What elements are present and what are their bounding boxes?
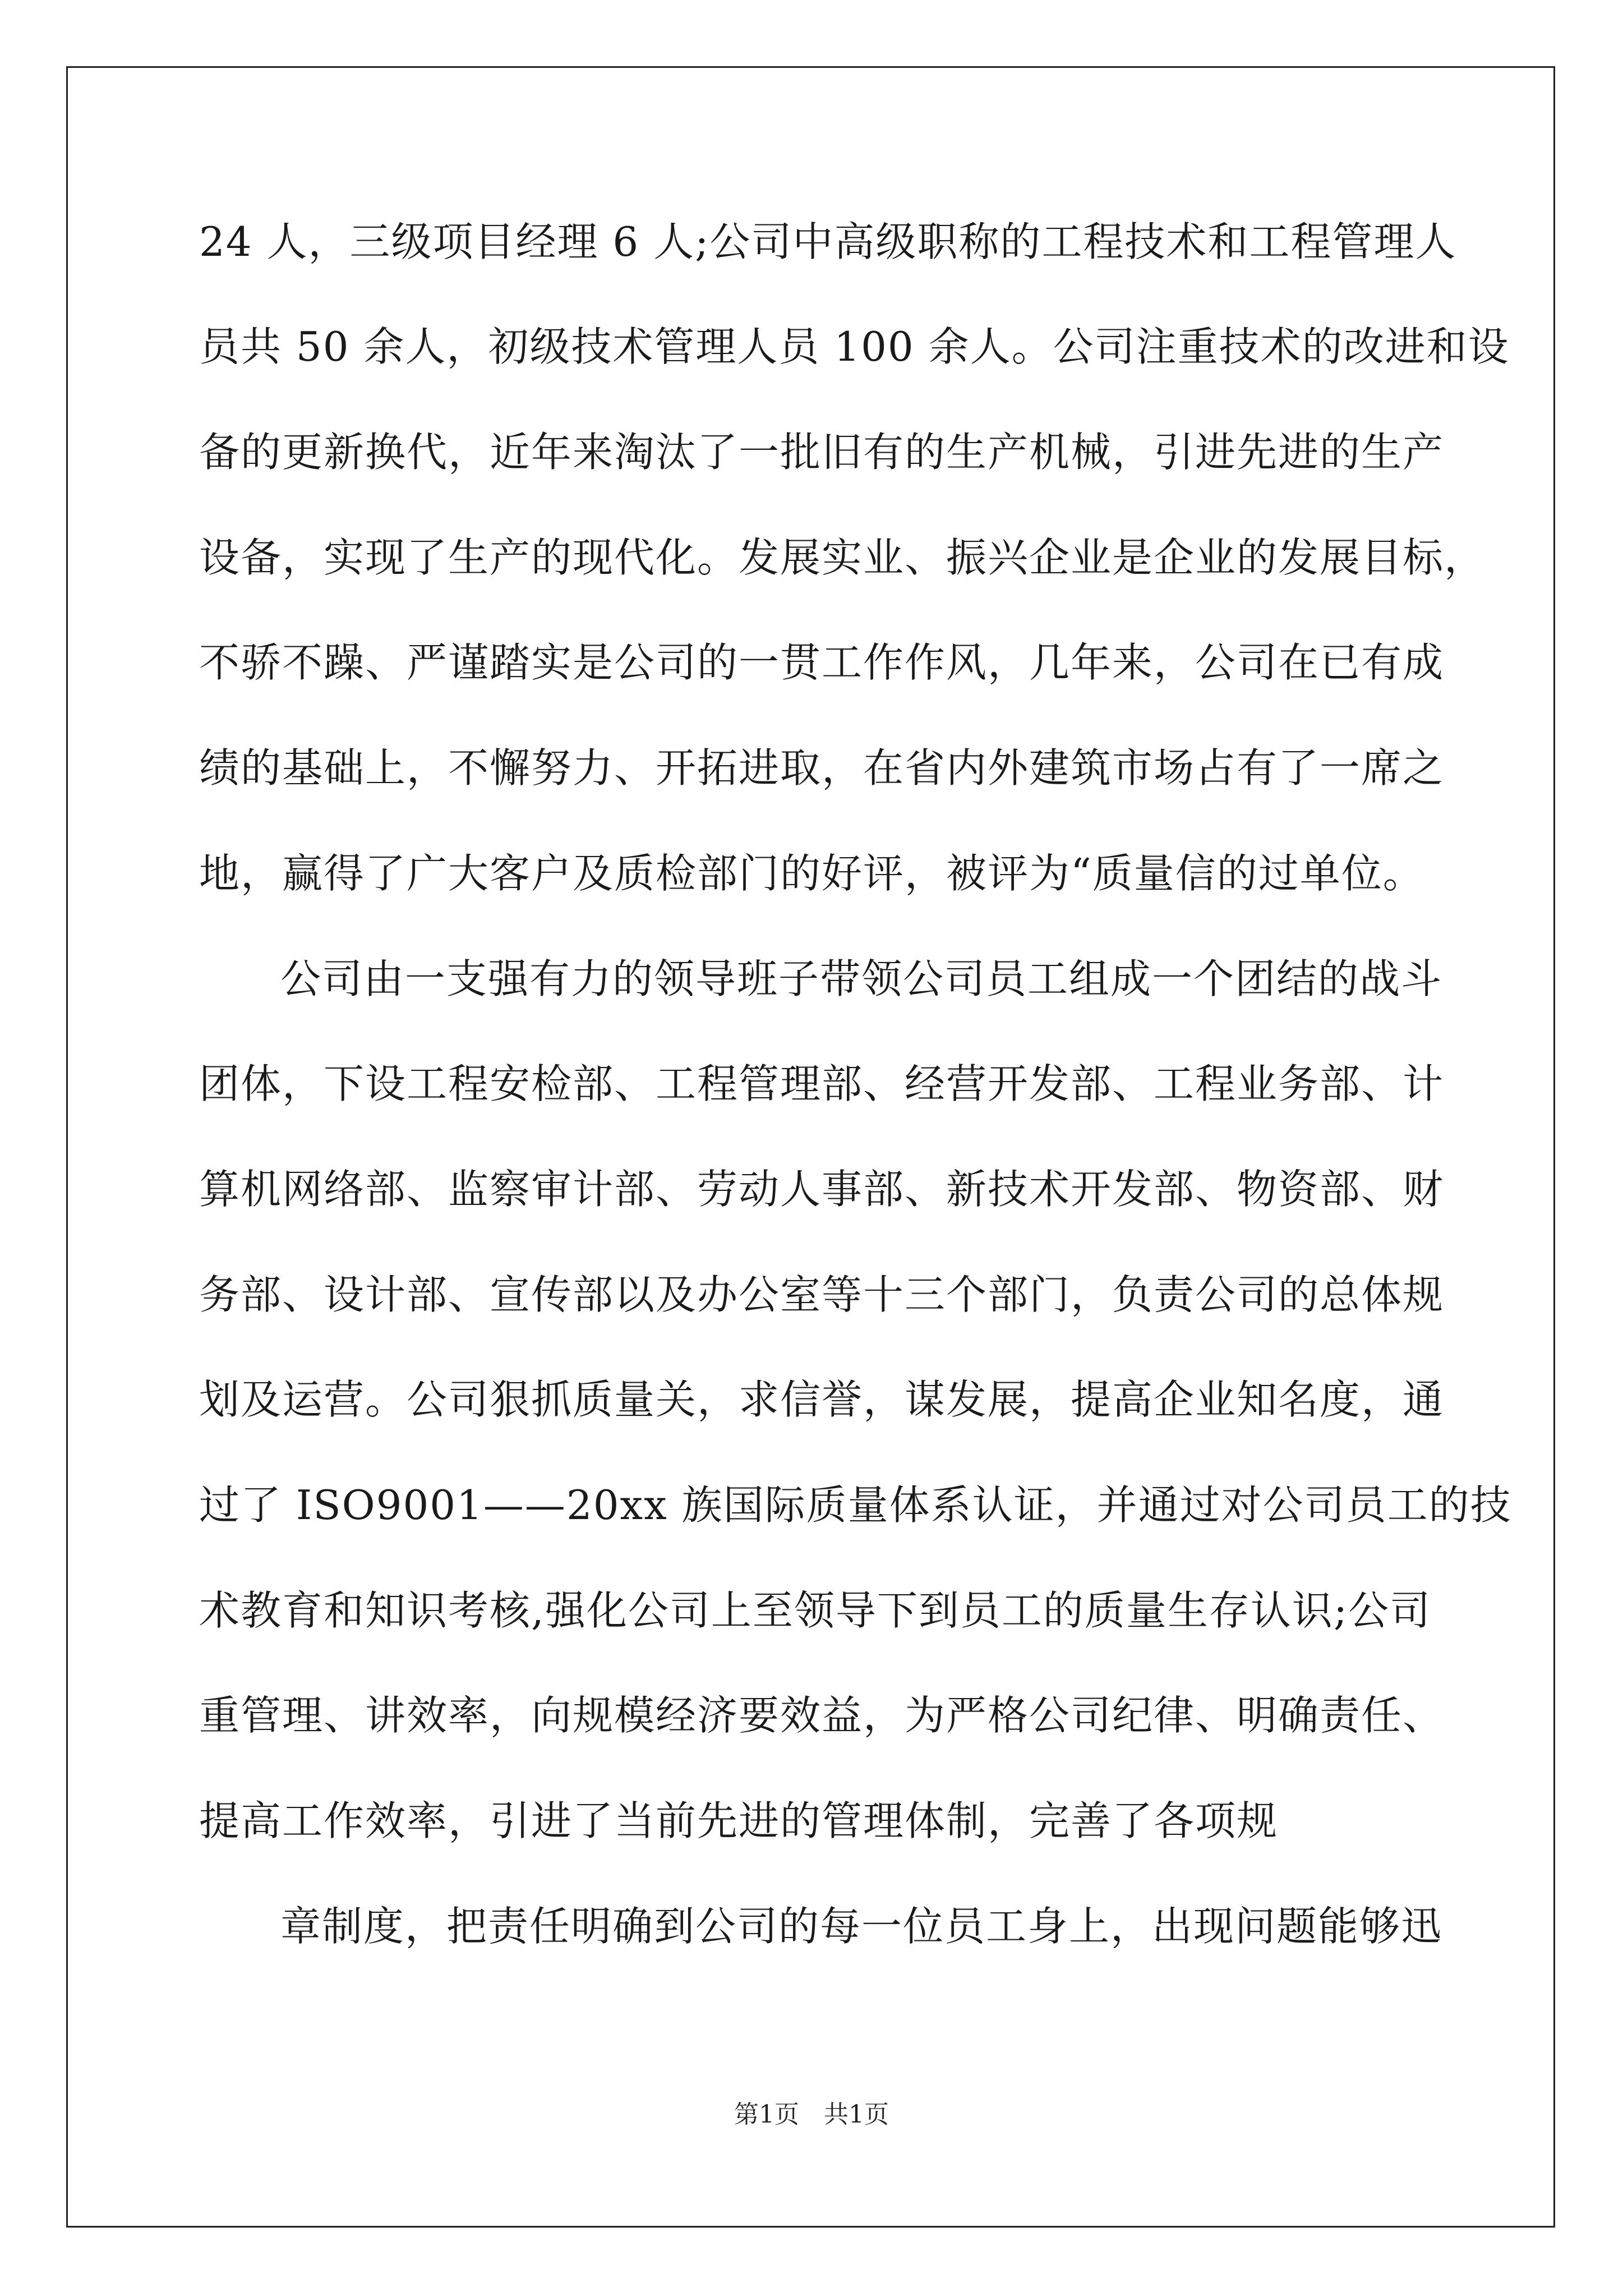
text-line: 员共 50 余人，初级技术管理人员 100 余人。公司注重技术的改进和设 <box>199 323 1510 370</box>
text-line: 24 人，三级项目经理 6 人;公司中高级职称的工程技术和工程管理人 <box>199 218 1457 265</box>
text-line: 备的更新换代，近年来淘汰了一批旧有的生产机械，引进先进的生产 <box>199 429 1445 476</box>
page-footer: 第1页 共1页 <box>734 2100 889 2129</box>
text-line: 术教育和知识考核,强化公司上至领导下到员工的质量生存认识;公司 <box>199 1587 1432 1634</box>
text-line: 过了 ISO9001——20xx 族国际质量体系认证，并通过对公司员工的技 <box>199 1481 1512 1529</box>
text-line: 不骄不躁、严谨踏实是公司的一贯工作作风，几年来，公司在已有成 <box>199 639 1445 686</box>
paragraph-start-line: 公司由一支强有力的领导班子带领公司员工组成一个团结的战斗 <box>280 955 1443 1002</box>
paragraph-start-line: 章制度，把责任明确到公司的每一位员工身上，出现问题能够迅 <box>280 1903 1443 1950</box>
text-line: 提高工作效率，引进了当前先进的管理体制，完善了各项规 <box>199 1797 1279 1844</box>
text-line: 划及运营。公司狠抓质量关，求信誉，谋发展，提高企业知名度，通 <box>199 1376 1445 1423</box>
text-line: 地，赢得了广大客户及质检部门的好评，被评为“质量信的过单位。 <box>199 850 1424 897</box>
text-line: 团体，下设工程安检部、工程管理部、经营开发部、工程业务部、计 <box>199 1060 1445 1107</box>
text-line: 算机网络部、监察审计部、劳动人事部、新技术开发部、物资部、财 <box>199 1166 1445 1213</box>
text-line: 重管理、讲效率，向规模经济要效益，为严格公司纪律、明确责任、 <box>199 1692 1445 1739</box>
text-line: 设备，实现了生产的现代化。发展实业、振兴企业是企业的发展目标， <box>199 534 1486 581</box>
text-line: 务部、设计部、宣传部以及办公室等十三个部门，负责公司的总体规 <box>199 1271 1445 1318</box>
text-line: 绩的基础上，不懈努力、开拓进取，在省内外建筑市场占有了一席之 <box>199 744 1445 792</box>
